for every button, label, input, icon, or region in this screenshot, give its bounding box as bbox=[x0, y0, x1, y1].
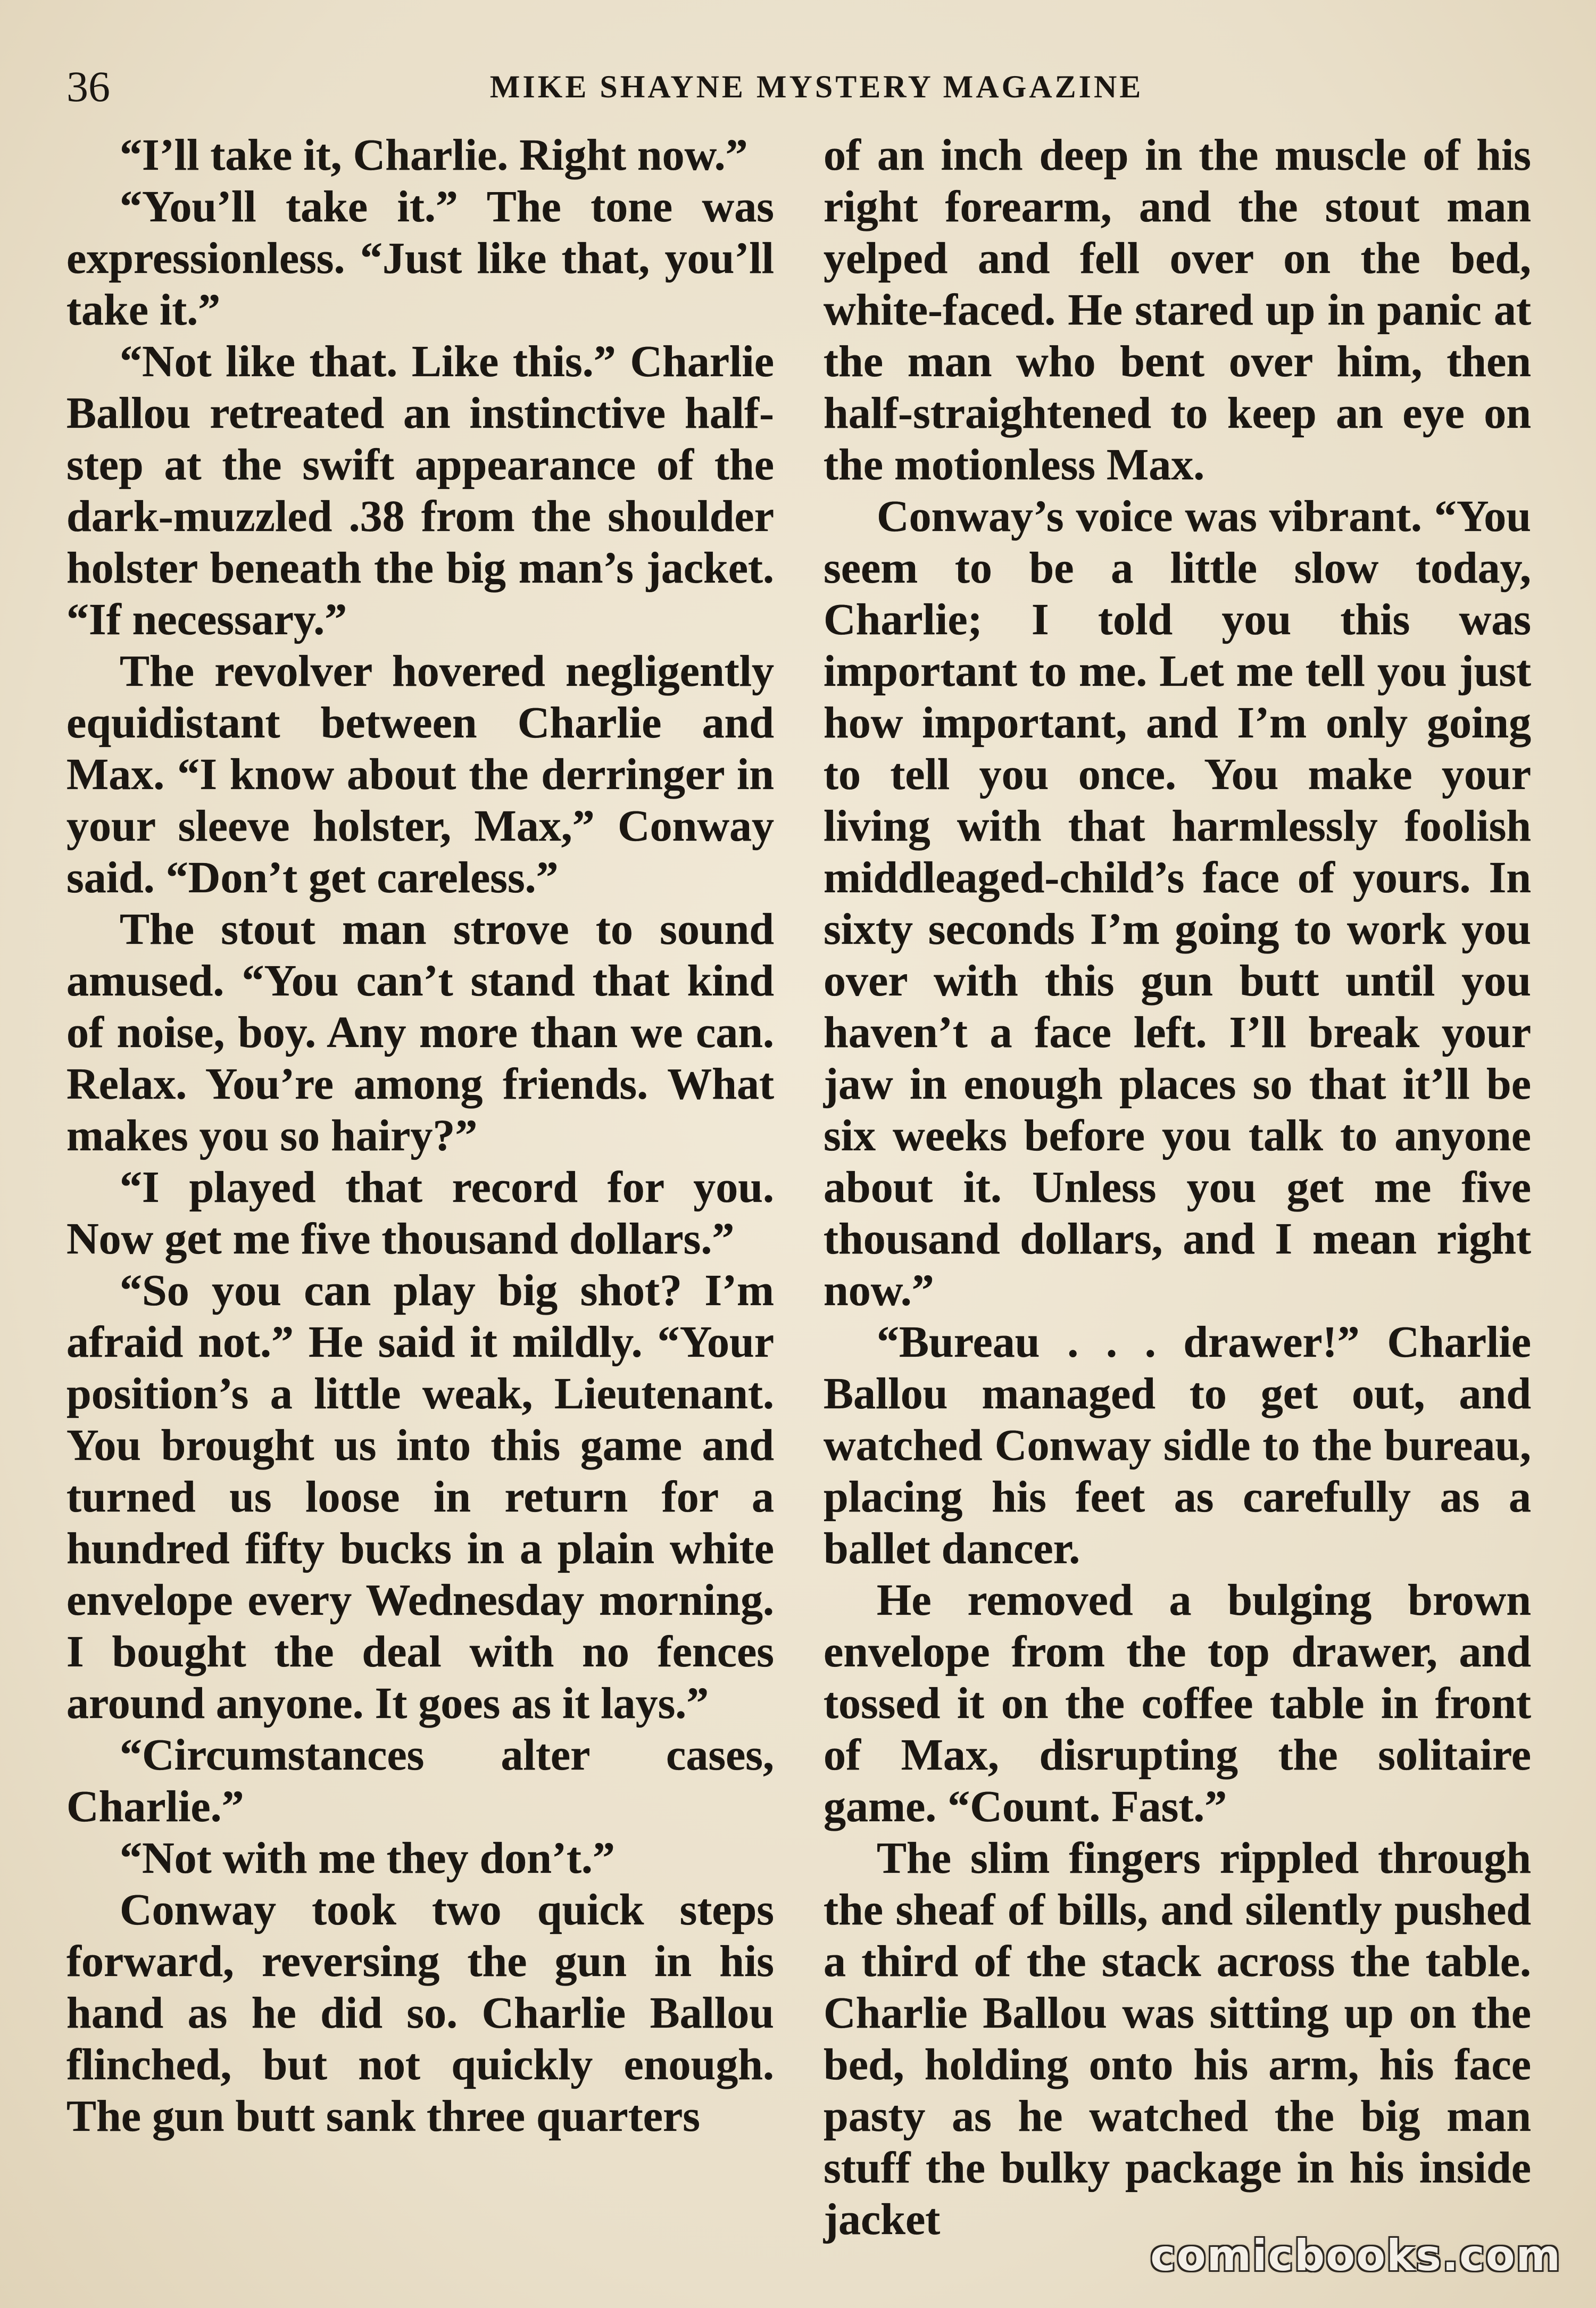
paragraph: “Not with me they don’t.” bbox=[120, 1833, 615, 1883]
paragraph: “Bureau . . . drawer!” Charlie Ballou managed to get out, and watched Conway sidle to the bureau, placing his feet as carefully as a ballet dancer. bbox=[824, 1317, 1531, 1573]
paragraph: “Not like that. Like this.” Charlie Ballou retreated an instinctive half-step at the swift appearance of the dark-muzzled .38 from the shoulder holster beneath the big man’s jacket. “If necessary.” bbox=[66, 337, 774, 644]
paragraph: The slim fingers rippled through the sheaf of bills, and silently pushed a third of the stack across the table. Charlie Ballou was sitting up on the bed, holding onto his arm, his face pasty as he watched the big man stuff the bulky package in his inside jacket bbox=[824, 1833, 1531, 2244]
paragraph: “I played that record for you. Now get me five thousand dollars.” bbox=[66, 1163, 774, 1264]
left-column bbox=[66, 129, 774, 2142]
paragraph: The revolver hovered negligently equidistant between Charlie and Max. “I know about the derringer in your sleeve holster, Max,” Conway said. “Don’t get careless.” bbox=[66, 646, 774, 902]
paragraph: The stout man strove to sound amused. “You can’t stand that kind of noise, boy. Any more than we can. Relax. You’re among friends. What makes you so hairy?” bbox=[66, 904, 774, 1160]
right-column bbox=[824, 129, 1531, 2245]
paragraph: “You’ll take it.” The tone was expressionless. “Just like that, you’ll take it.” bbox=[66, 182, 774, 335]
paragraph: Conway’s voice was vibrant. “You seem to be a little slow today, Charlie; I told you this was important to me. Let me tell you just how important, and I’m only going to tell you once. You make your living with that harmlessly foolish middleaged-child’s face of yours. In sixty seconds I’m going to work you over with this gun butt until you haven’t a face left. I’ll break your jaw in enough places so that it’ll be six weeks before you talk to anyone about it. Unless you get me five thousand dollars, and I mean right now.” bbox=[824, 492, 1531, 1315]
paragraph: “I’ll take it, Charlie. Right now.” bbox=[120, 130, 748, 180]
running-head: MIKE SHAYNE MYSTERY MAGAZINE bbox=[489, 69, 1144, 104]
paragraph: of an inch deep in the muscle of his right forearm, and the stout man yelped and fell over on the bed, white-faced. He stared up in panic at the man who bent over him, then half-straightened to keep an eye on the motionless Max. bbox=[824, 130, 1531, 489]
watermark-logo: comicbooks.com bbox=[1150, 2231, 1561, 2280]
paragraph: He removed a bulging brown envelope from the top drawer, and tossed it on the coffee table in front of Max, disrupting the solitaire game. “Count. Fast.” bbox=[824, 1575, 1531, 1831]
paragraph: “So you can play big shot? I’m afraid not.” He said it mildly. “Your position’s a little weak, Lieutenant. You brought us into this game and turned us loose in return for a hundred fifty bucks in a plain white envelope every Wednesday morning. I bought the deal with no fences around anyone. It goes as it lays.” bbox=[66, 1266, 774, 1728]
paragraph: Conway took two quick steps forward, reversing the gun in his hand as he did so. Charlie Ballou flinched, but not quickly enough. The gun butt sank three quarters bbox=[66, 1885, 774, 2141]
page-header bbox=[66, 57, 1535, 116]
paragraph: “Circumstances alter cases, Charlie.” bbox=[66, 1730, 774, 1831]
page-number: 36 bbox=[66, 62, 110, 111]
